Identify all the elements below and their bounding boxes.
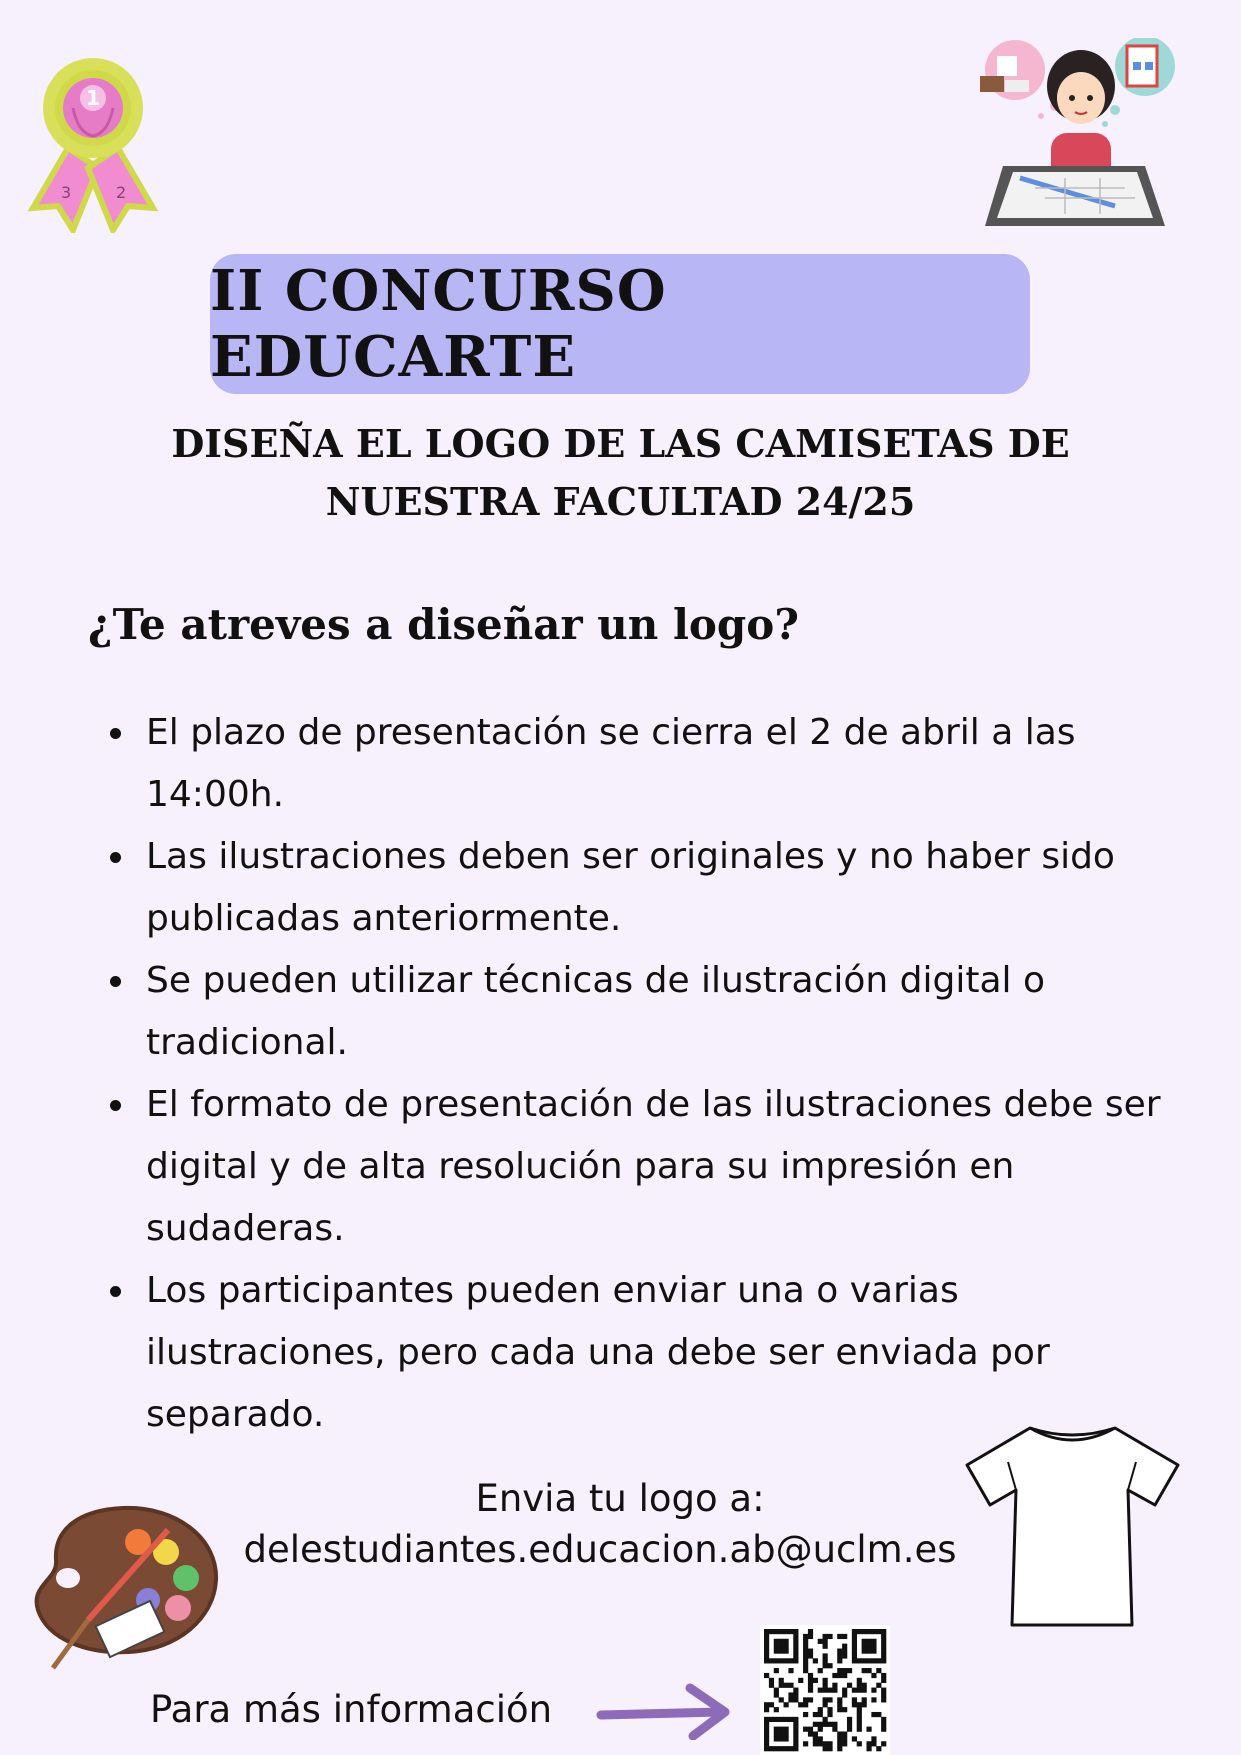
paint-palette-icon bbox=[28, 1500, 223, 1675]
title-banner bbox=[210, 254, 1030, 394]
question-heading: ¿Te atreves a diseñar un logo? bbox=[88, 600, 799, 649]
arrow-right-icon bbox=[595, 1680, 735, 1740]
rule-item: • Los participantes pueden enviar una o varias ilustraciones, pero cada una debe ser enviada por separado. bbox=[138, 1260, 1168, 1446]
award-ribbon-icon bbox=[28, 58, 158, 233]
qr-code-icon[interactable] bbox=[760, 1625, 890, 1755]
award-number: 1 bbox=[86, 86, 100, 110]
rule-item: • El formato de presentación de las ilustraciones debe ser digital y de alta resolución para su impresión en sudaderas. bbox=[138, 1074, 1168, 1260]
tshirt-icon bbox=[960, 1420, 1185, 1630]
subtitle-line-1: DISEÑA EL LOGO DE LAS CAMISETAS DE bbox=[171, 421, 1070, 466]
ribbon-number-left: 3 bbox=[61, 183, 72, 202]
rule-item: • Se pueden utilizar técnicas de ilustración digital o tradicional. bbox=[138, 950, 1168, 1074]
contact-email[interactable]: delestudiantes.educacion.ab@uclm.es bbox=[243, 1528, 957, 1571]
rule-item: • El plazo de presentación se cierra el 2 de abril a las 14:00h. bbox=[138, 702, 1168, 826]
designer-girl-icon bbox=[975, 38, 1185, 233]
send-logo-label: Envia tu logo a: bbox=[475, 1477, 765, 1520]
subtitle-line-2: NUESTRA FACULTAD 24/25 bbox=[325, 479, 916, 524]
ribbon-number-right: 2 bbox=[116, 183, 127, 202]
page-title: II CONCURSO EDUCARTE bbox=[210, 258, 667, 390]
subtitle bbox=[120, 415, 1121, 531]
rules-list bbox=[94, 702, 1168, 1446]
more-info-label: Para más información bbox=[150, 1688, 553, 1731]
rule-item: • Las ilustraciones deben ser originales y no haber sido publicadas anteriormente. bbox=[138, 826, 1168, 950]
